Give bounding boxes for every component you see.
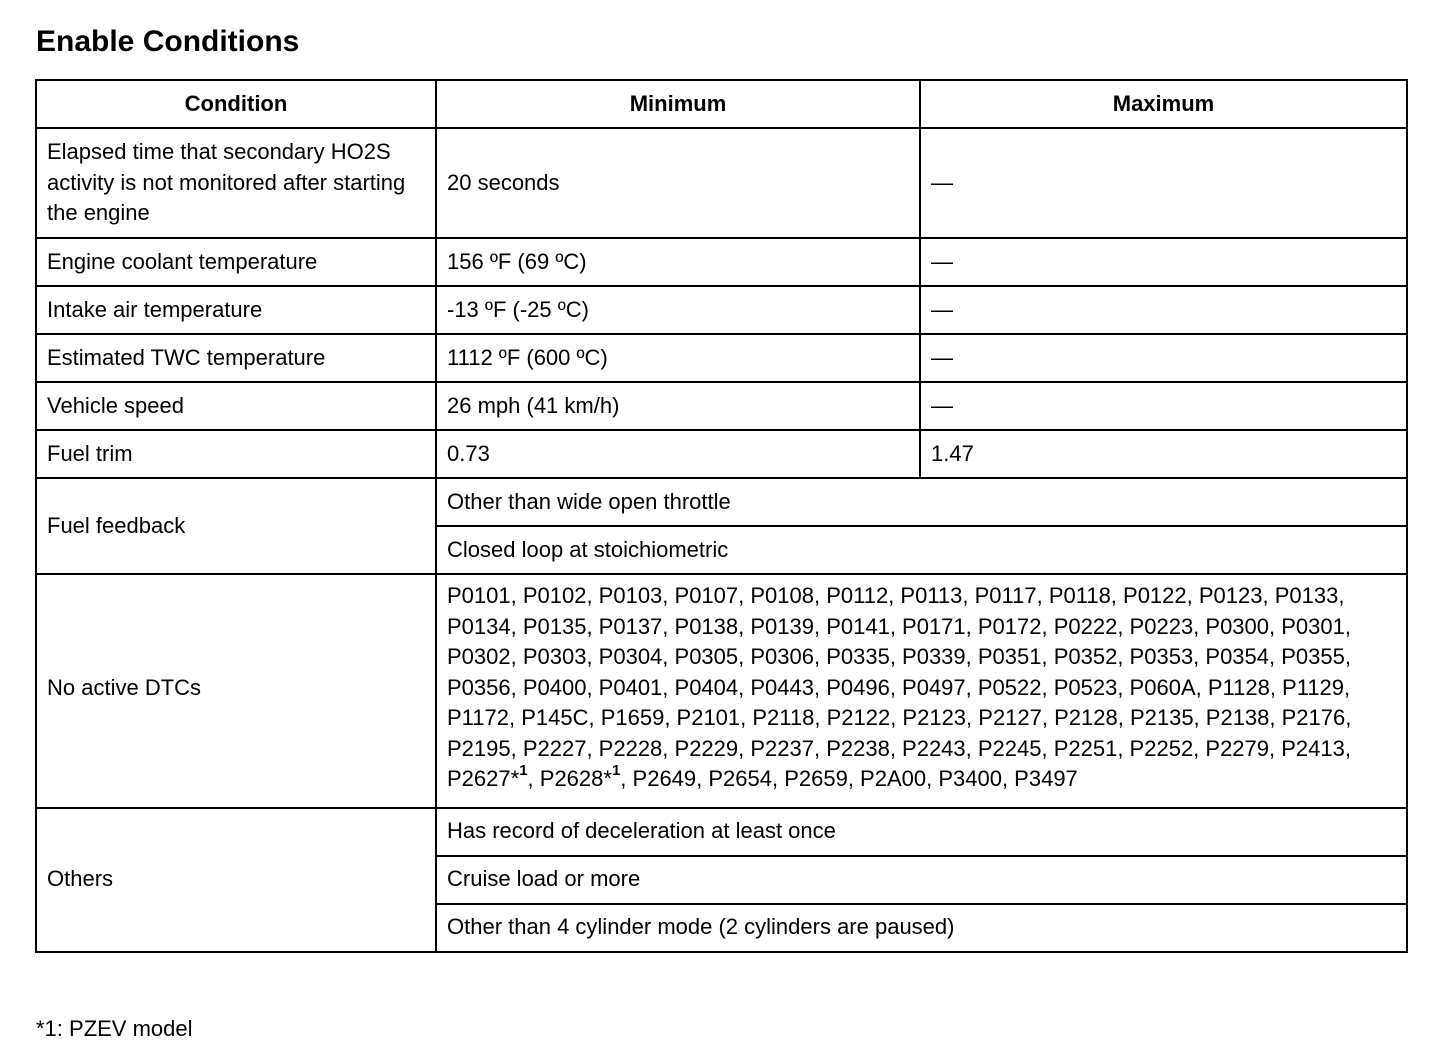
dtc-codes-part2: P2649, P2654, P2659, P2A00, P3400, P3497 — [632, 766, 1078, 791]
dtc-codes-part1: P0101, P0102, P0103, P0107, P0108, P0112, P0113, P0117, P0118, P0122, P0123, P0133, P0134, P0135, P0137, P0138, P0139, P0141, P0171, P0172, P0222, P0223, P0300, P0301, P0302, P0303, P0304, P0305, P0306, P0335, P0339, P0351, P0352, P0353, P0354, P0355, P0356, P0400, P0401, P0404, P0443, P0496, P0497, P0522, P0523, P060A, P1128, P1129, P1172, P145C, P1659, P2101, P2118, P2122, P2123, P2127, P2128, P2135, P2138, P2176, P2195, P2227, P2228, P2229, P2237, P2238, P2243, P2245, P2251, P2252, P2279, P2413, — [447, 583, 1352, 761]
value-cell: Other than 4 cylinder mode (2 cylinders are paused) — [436, 904, 1407, 952]
table-row — [36, 430, 1407, 478]
table-header-row — [36, 80, 1407, 128]
dtc-code-footnoted: P2627* — [447, 766, 520, 791]
table-row — [36, 286, 1407, 334]
dtc-list-cell: P0101, P0102, P0103, P0107, P0108, P0112, P0113, P0117, P0118, P0122, P0123, P0133, P0134, P0135, P0137, P0138, P0139, P0141, P0171, P0172, P0222, P0223, P0300, P0301, P0302, P0303, P0304, P0305, P0306, P0335, P0339, P0351, P0352, P0353, P0354, P0355, P0356, P0400, P0401, P0404, P0443, P0496, P0497, P0522, P0523, P060A, P1128, P1129, P1172, P145C, P1659, P2101, P2118, P2122, P2123, P2127, P2128, P2135, P2138, P2176, P2195, P2227, P2228, P2229, P2237, P2238, P2243, P2245, P2251, P2252, P2279, P2413, P2627*$^1$, P2628*$^1$, P2649, P2654, P2659, P2A00, P3400, P3497 — [436, 574, 1407, 808]
minimum-cell: 26 mph (41 km/h) — [436, 382, 920, 430]
condition-cell: Vehicle speed — [36, 382, 436, 430]
maximum-cell: — — [920, 286, 1407, 334]
page-title: Enable Conditions — [36, 25, 300, 58]
maximum-cell: 1.47 — [920, 430, 1407, 478]
enable-conditions-table — [35, 79, 1408, 953]
header-maximum: Maximum — [920, 80, 1407, 128]
minimum-cell: 0.73 — [436, 430, 920, 478]
condition-cell: Others — [36, 808, 436, 952]
minimum-cell: -13 ºF (-25 ºC) — [436, 286, 920, 334]
value-cell: Has record of deceleration at least once — [436, 808, 1407, 856]
value-cell: Closed loop at stoichiometric — [436, 526, 1407, 574]
table-row — [36, 382, 1407, 430]
condition-cell: Intake air temperature — [36, 286, 436, 334]
maximum-cell: — — [920, 382, 1407, 430]
table-row — [36, 808, 1407, 856]
condition-cell: Engine coolant temperature — [36, 238, 436, 286]
header-minimum: Minimum — [436, 80, 920, 128]
header-condition: Condition — [36, 80, 436, 128]
minimum-cell: 1112 ºF (600 ºC) — [436, 334, 920, 382]
footnote-marker: 1 — [519, 761, 528, 779]
condition-cell: Fuel trim — [36, 430, 436, 478]
dtc-code-footnoted: P2628* — [539, 766, 612, 791]
minimum-cell: 156 ºF (69 ºC) — [436, 238, 920, 286]
table-row — [36, 334, 1407, 382]
table-row — [36, 238, 1407, 286]
footnote-marker: 1 — [611, 761, 621, 779]
condition-cell: Estimated TWC temperature — [36, 334, 436, 382]
maximum-cell: — — [920, 334, 1407, 382]
footnote: *1: PZEV model — [36, 1016, 193, 1041]
value-cell: Other than wide open throttle — [436, 478, 1407, 526]
table-row — [36, 478, 1407, 526]
value-cell: Cruise load or more — [436, 856, 1407, 904]
condition-cell: Elapsed time that secondary HO2S activity is not monitored after starting the engine — [36, 128, 436, 238]
condition-cell: Fuel feedback — [36, 478, 436, 574]
table-row — [36, 128, 1407, 238]
condition-cell: No active DTCs — [36, 574, 436, 808]
table-row — [36, 574, 1407, 808]
minimum-cell: 20 seconds — [436, 128, 920, 238]
maximum-cell: — — [920, 238, 1407, 286]
maximum-cell: — — [920, 128, 1407, 238]
